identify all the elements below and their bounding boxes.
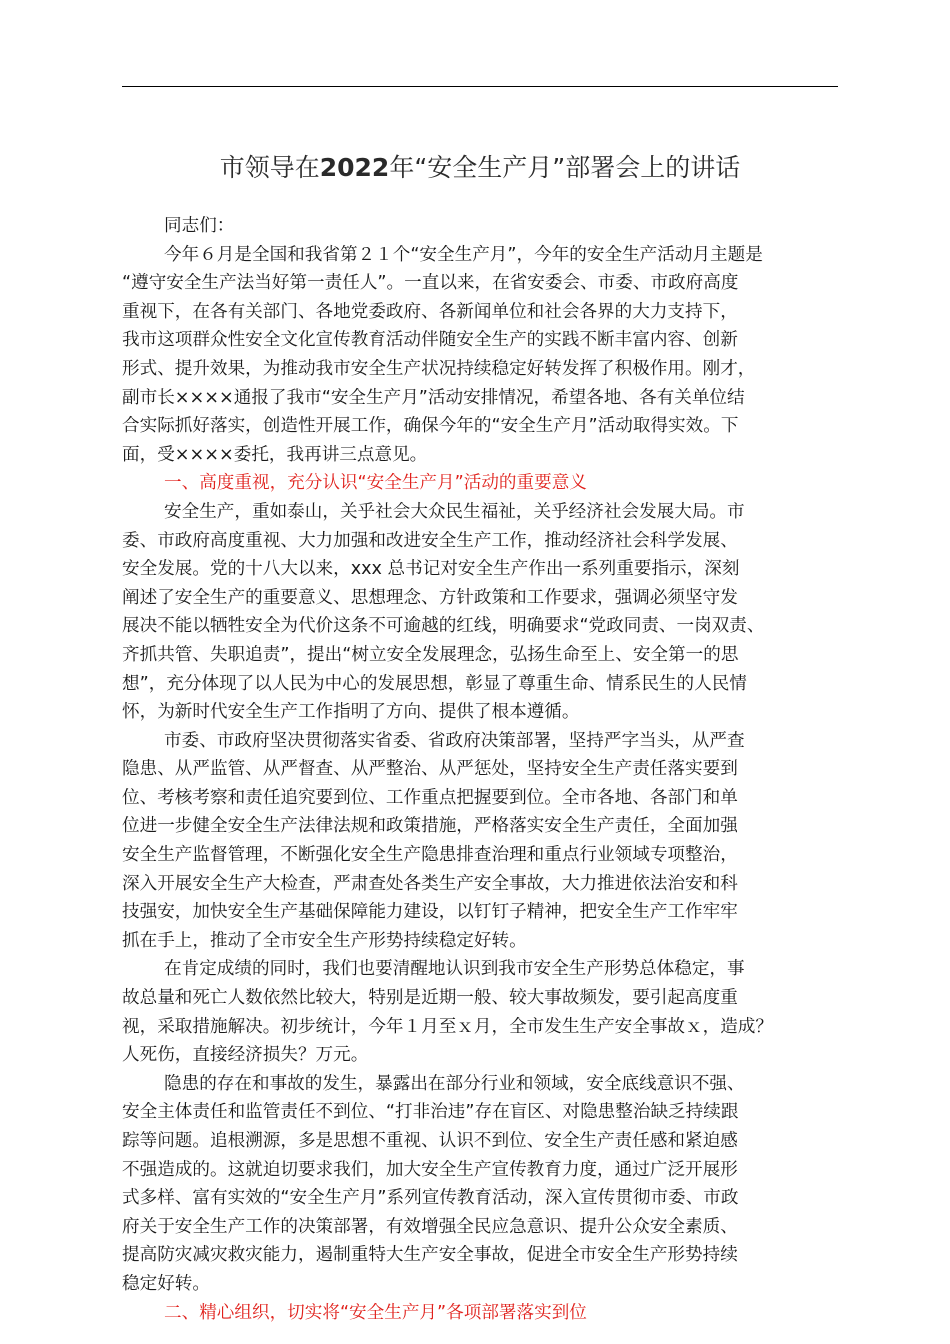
body-text-line: 今年６月是全国和我省第２１个“安全生产月”，今年的安全生产活动月主题是 xyxy=(164,244,763,265)
document-title xyxy=(122,150,838,186)
body-text-line: 我市这项群众性安全文化宣传教育活动伴随安全生产的实践不断丰富内容、创新 xyxy=(122,330,738,351)
body-text-line: “遵守安全生产法当好第一责任人”。一直以来，在省安委会、市委、市政府高度 xyxy=(122,273,739,294)
body-text-line: 委、市政府高度重视、大力加强和改进安全生产工作，推动经济社会科学发展、 xyxy=(122,530,738,551)
body-text-line: 隐患、从严监管、从严督查、从严整治、从严惩处，坚持安全生产责任落实要到 xyxy=(122,759,738,780)
body-text-line: 隐患的存在和事故的发生，暴露出在部分行业和领域，安全底线意识不强、 xyxy=(164,1073,745,1094)
body-text-line: 式多样、富有实效的“安全生产月”系列宣传教育活动，深入宣传贯彻市委、市政 xyxy=(122,1188,739,1209)
body-text-line: 安全主体责任和监管责任不到位、“打非治违”存在盲区、对隐患整治缺乏持续跟 xyxy=(122,1102,739,1123)
body-text-line: 技强安，加快安全生产基础保障能力建设，以钉钉子精神，把安全生产工作牢牢 xyxy=(122,902,738,923)
body-text-line: 市委、市政府坚决贯彻落实省委、省政府决策部署，坚持严字当头，从严查 xyxy=(164,730,745,751)
body-text-line: 提高防灾减灾救灾能力，遏制重特大生产安全事故，促进全市安全生产形势持续 xyxy=(122,1245,738,1266)
section-heading-line: 二、精心组织，切实将“安全生产月”各项部署落实到位 xyxy=(164,1302,587,1323)
body-text-line: 深入开展安全生产大检查，严肃查处各类生产安全事故，大力推进依法治安和科 xyxy=(122,873,738,894)
body-text-line: 安全生产监督管理，不断强化安全生产隐患排查治理和重点行业领域专项整治， xyxy=(122,845,738,866)
body-text-line: 副市长××××通报了我市“安全生产月”活动安排情况，希望各地、各有关单位结 xyxy=(122,387,745,408)
body-text-line: 安全发展。党的十八大以来，xxx 总书记对安全生产作出一系列重要指示，深刻 xyxy=(122,559,740,580)
body-text-line: 想”，充分体现了以人民为中心的发展思想，彰显了尊重生命、情系民生的人民情 xyxy=(122,673,747,694)
section-heading-line: 一、高度重视，充分认识“安全生产月”活动的重要意义 xyxy=(164,473,587,494)
body-text-line: 重视下，在各有关部门、各地党委政府、各新闻单位和社会各界的大力支持下， xyxy=(122,301,738,322)
body-text-line: 面，受××××委托，我再讲三点意见。 xyxy=(122,444,428,465)
document-body xyxy=(122,212,838,1327)
body-text-line: 故总量和死亡人数依然比较大，特别是近期一般、较大事故频发，要引起高度重 xyxy=(122,988,738,1009)
body-text-line: 人死伤，直接经济损失？万元。 xyxy=(122,1045,369,1066)
body-text-line: 阐述了安全生产的重要意义、思想理念、方针政策和工作要求，强调必须坚守发 xyxy=(122,587,738,608)
body-text-line: 视，采取措施解决。初步统计，今年１月至ｘ月，全市发生生产安全事故ｘ，造成？ xyxy=(122,1016,773,1037)
body-text-line: 位、考核考察和责任追究要到位、工作重点把握要到位。全市各地、各部门和单 xyxy=(122,787,738,808)
body-text-line: 齐抓共管、失职追责”，提出“树立安全发展理念，弘扬生命至上、安全第一的思 xyxy=(122,644,739,665)
body-text-line: 稳定好转。 xyxy=(122,1273,210,1294)
body-text-line: 同志们： xyxy=(164,216,235,236)
body-text-line: 位进一步健全安全生产法律法规和政策措施，严格落实安全生产责任，全面加强 xyxy=(122,816,738,837)
body-text-line: 在肯定成绩的同时，我们也要清醒地认识到我市安全生产形势总体稳定，事 xyxy=(164,959,745,980)
body-text-line: 形式、提升效果，为推动我市安全生产状况持续稳定好转发挥了积极作用。刚才， xyxy=(122,358,756,379)
body-text-line: 合实际抓好落实，创造性开展工作，确保今年的“安全生产月”活动取得实效。下 xyxy=(122,416,739,437)
body-text-line: 踪等问题。追根溯源，多是思想不重视、认识不到位、安全生产责任感和紧迫感 xyxy=(122,1131,738,1151)
body-text-line: 安全生产，重如泰山，关乎社会大众民生福祉，关乎经济社会发展大局。市 xyxy=(164,501,745,522)
body-text-line: 不强造成的。这就迫切要求我们，加大安全生产宣传教育力度，通过广泛开展形 xyxy=(122,1159,738,1180)
header-rule xyxy=(122,86,838,87)
title-prefix: 市领导在 xyxy=(219,153,320,182)
title-suffix: 年“安全生产月”部署会上的讲话 xyxy=(389,153,741,182)
body-text-line: 怀，为新时代安全生产工作指明了方向、提供了根本遵循。 xyxy=(122,702,580,723)
body-text-line: 展决不能以牺牲安全为代价这条不可逾越的红线，明确要求“党政同责、一岗双责、 xyxy=(122,616,765,637)
body-text-line: 府关于安全生产工作的决策部署，有效增强全民应急意识、提升公众安全素质、 xyxy=(122,1216,738,1237)
body-text-line: 抓在手上，推动了全市安全生产形势持续稳定好转。 xyxy=(122,930,527,951)
title-year: 2022 xyxy=(319,153,390,182)
